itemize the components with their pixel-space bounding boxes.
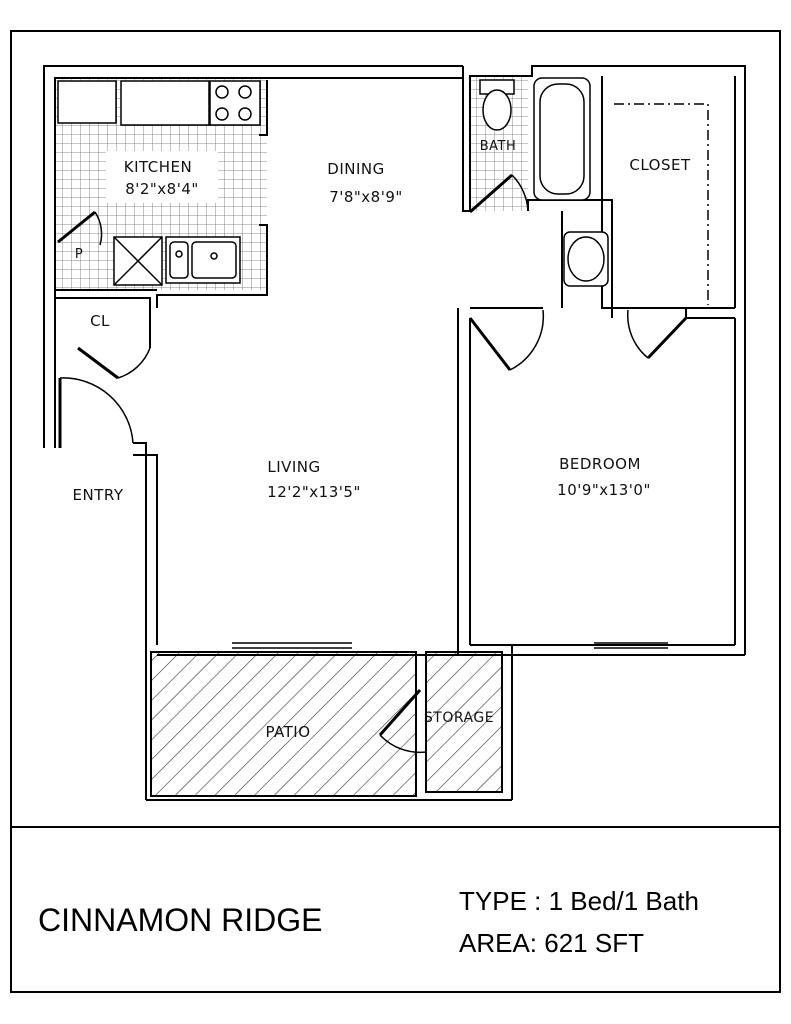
closet-label: CLOSET [629, 156, 691, 174]
property-name: CINNAMON RIDGE [38, 902, 323, 938]
kitchen-label: KITCHEN [123, 158, 193, 176]
bedroom-size: 10'9"x13'0" [557, 481, 651, 499]
dining-size: 7'8"x8'9" [329, 188, 403, 206]
bath-label: BATH [479, 139, 517, 154]
living-label: LIVING [267, 458, 321, 476]
pantry-label: P [74, 247, 84, 262]
closet-shelf-line [614, 104, 708, 305]
bedroom-label: BEDROOM [559, 455, 641, 473]
storage-label: STORAGE [423, 710, 495, 726]
coat-closet-label: CL [90, 312, 110, 330]
unit-area: AREA: 621 SFT [459, 928, 644, 958]
kitchen-size: 8'2"x8'4" [125, 180, 199, 198]
entry-label: ENTRY [72, 486, 124, 504]
patio-label: PATIO [265, 723, 311, 741]
unit-type: TYPE : 1 Bed/1 Bath [459, 886, 699, 916]
dining-label: DINING [327, 160, 385, 178]
living-size: 12'2"x13'5" [267, 483, 361, 501]
